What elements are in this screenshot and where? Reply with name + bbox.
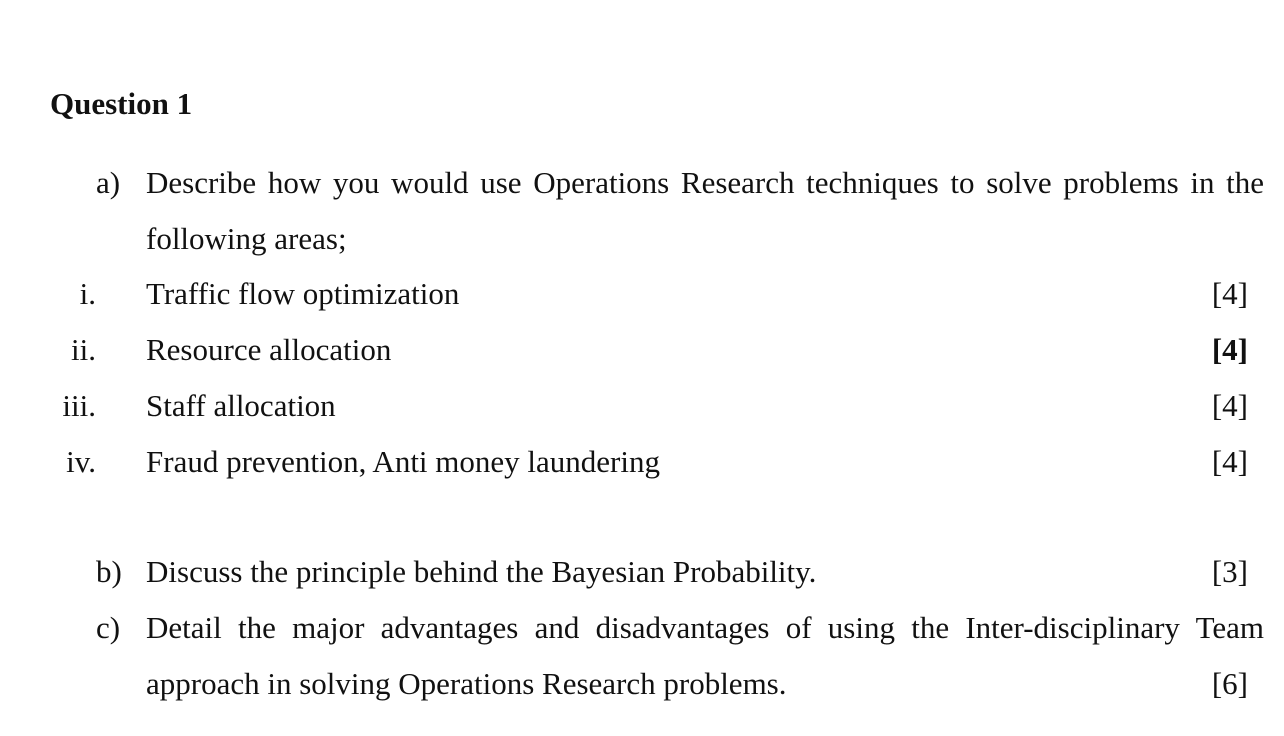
item-iii-text: Staff allocation (146, 388, 336, 423)
part-a-label: a) (96, 165, 121, 200)
part-b-marks: [3] (1211, 554, 1248, 589)
part-c-text-line2: approach in solving Operations Research problems. (146, 666, 787, 701)
item-ii-label: ii. (71, 332, 96, 367)
item-ii-marks: [4] (1211, 332, 1248, 367)
part-b-label: b) (96, 554, 122, 589)
part-c-text-line1: Detail the major advantages and disadvantages of using the Inter-disciplinary Team (146, 610, 1264, 645)
item-i-text: Traffic flow optimization (146, 276, 460, 311)
item-ii-text: Resource allocation (146, 332, 392, 367)
part-c-label: c) (96, 610, 121, 645)
item-iv-marks: [4] (1211, 444, 1248, 479)
item-iii-label: iii. (62, 388, 96, 423)
item-iii-marks: [4] (1211, 388, 1248, 423)
part-a-text-line1: Describe how you would use Operations Research techniques to solve problems in the (146, 165, 1264, 200)
item-i-label: i. (79, 276, 96, 311)
item-i-marks: [4] (1211, 276, 1248, 311)
item-iv-label: iv. (66, 444, 96, 479)
part-b-text: Discuss the principle behind the Bayesian Probability. (146, 554, 817, 589)
item-iv-text: Fraud prevention, Anti money laundering (146, 444, 660, 479)
question-title: Question 1 (50, 86, 193, 121)
part-c-marks: [6] (1211, 666, 1248, 701)
part-a-text-line2: following areas; (146, 221, 347, 256)
